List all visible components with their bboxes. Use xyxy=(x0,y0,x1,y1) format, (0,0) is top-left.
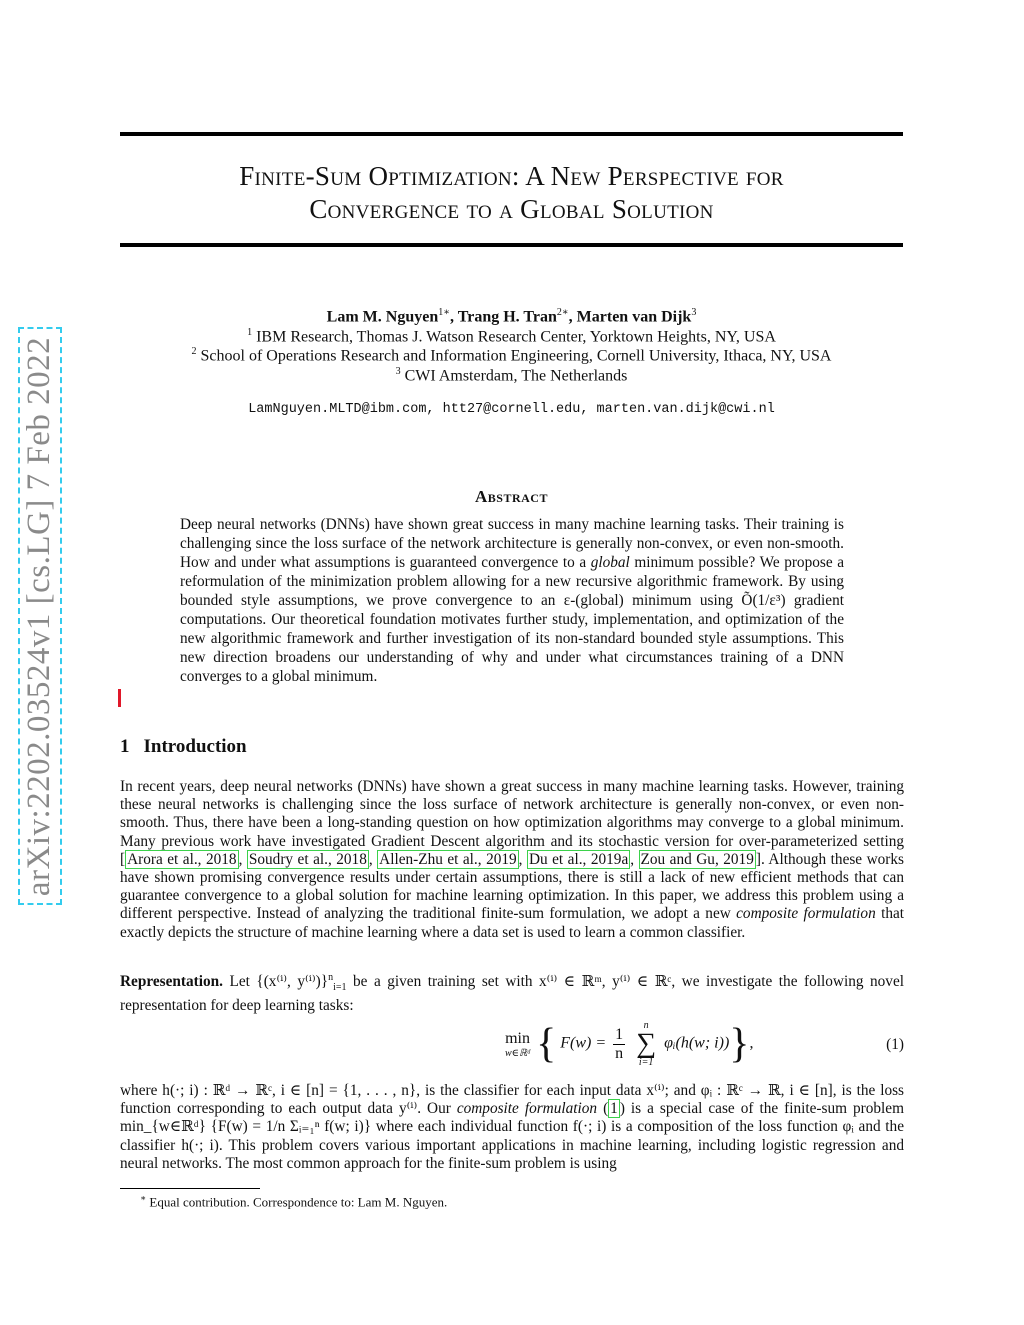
title-line-1: Finite-Sum Optimization: A New Perspective for xyxy=(239,161,784,191)
abstract-text: Deep neural networks (DNNs) have shown great success in many machine learning tasks. Their training is challenging since the loss surface of the network architecture is generally non-convex, or even non-smooth. How and under what assumptions is guaranteed convergence to a global minimum possible? We propose a reformulation of the minimization problem allowing for a new recursive algorithmic framework. By using bounded style assumptions, we prove convergence to an ε-(global) minimum using Õ(1/ε³) gradient computations. Our theoretical foundation motivates further study, implementation, and optimization of the new algorithmic framework and further investigation of its non-standard bounded style assumptions. This new direction broadens our understanding of why and under what circumstances training of a DNN converges to a global minimum. xyxy=(180,516,844,685)
author-name: Marten van Dijk xyxy=(576,308,692,326)
title-rule-top xyxy=(120,132,903,136)
paper-title xyxy=(120,160,903,226)
affiliation: $^2$ School of Operations Research and Information Engineering, Cornell University, Ithaca, NY, USA xyxy=(191,346,832,365)
intro-paragraph: In recent years, deep neural networks (DNNs) have shown a great success in many machine learning tasks. However, training these neural networks is challenging since the loss surface of network architecture is generally non-convex, or even non-smooth. Thus, there have been a long-standing question on how optimization algorithms may converge to a global minimum. Many previous work have investigated Gradient Descent algorithm and its stochastic version for over-parameterized setting [ Arora et al., 2018 , Soudry et al., 2018 , Allen-Zhu et al., 2019 , Du et al., 2019a , Zou and Gu, 2019 ]. Although these works have shown promising convergence results under certain assumptions, there is still a lack of new efficient methods that can guarantee convergence to a global solution for machine learning optimization. In this paper, we address this problem using a different perspective. Instead of analyzing the traditional finite-sum formulation, we adopt a new composite formulation that exactly depicts the structure of machine learning where a data set is used to learn a common classifier. xyxy=(120,778,905,941)
representation-paragraph: Representation. Let {(x⁽ⁱ⁾, y⁽ⁱ⁾)}$^n_{i=1}$ be a given training set with x⁽ⁱ⁾ ∈ ℝᵐ, y⁽ⁱ⁾ ∈ ℝᶜ, we investigate the following novel representation for deep learning tasks: xyxy=(120,972,904,1015)
title-line-2: Convergence to a Global Solution xyxy=(309,194,714,224)
citation-link[interactable]: Soudry et al., 2018 xyxy=(248,850,367,868)
citation-link[interactable]: Zou and Gu, 2019 xyxy=(640,850,754,868)
footnote-rule xyxy=(120,1188,260,1189)
author-name: Lam M. Nguyen xyxy=(326,308,439,326)
author-emails[interactable]: LamNguyen.MLTD@ibm.com, htt27@cornell.edu, marten.van.dijk@cwi.nl xyxy=(248,402,775,417)
margin-mark xyxy=(118,689,121,707)
arxiv-stamp[interactable] xyxy=(18,327,62,905)
composite-paragraph: where h(·; i) : ℝᵈ → ℝᶜ, i ∈ [n] = {1, . . . , n}, is the classifier for each input data x⁽ⁱ⁾; and φᵢ : ℝᶜ → ℝ, i ∈ [n], is the loss function corresponding to each output data y⁽ⁱ⁾. Our composite formulation ( 1 ) is a special case of the finite-sum problem min_{w∈ℝᵈ} {F(w) = 1/n Σᵢ₌₁ⁿ f(w; i)} where each individual function f(·; i) is a composition of the loss function φᵢ and the classifier h(·; i). This problem covers various important applications in machine learning, including logistic regression and neural networks. The most common approach for the finite-sum problem is using xyxy=(120,1082,904,1172)
affiliation: $^1$ IBM Research, Thomas J. Watson Research Center, Yorktown Heights, NY, USA xyxy=(247,327,776,346)
equation-1 xyxy=(120,1016,904,1072)
equation-ref-link[interactable]: 1 xyxy=(610,1100,618,1118)
paragraph-label: Representation. xyxy=(120,973,223,991)
citation-link[interactable]: Allen-Zhu et al., 2019 xyxy=(379,850,517,868)
citation-link[interactable]: Arora et al., 2018 xyxy=(127,850,237,868)
title-rule-bottom xyxy=(120,243,903,247)
section-heading: 1 Introduction xyxy=(120,736,247,757)
equation-number: (1) xyxy=(886,1036,904,1053)
author-name: Trang H. Tran xyxy=(457,308,557,326)
equation-body: min w∈ℝᵈ { F(w) = $\frac{1}{n}$ n ∑ i=1 φᵢ(h(w; i))}, xyxy=(505,1020,754,1068)
abstract-heading: Abstract xyxy=(475,487,548,506)
footnote: ∗ Equal contribution. Correspondence to: Lam M. Nguyen. xyxy=(140,1193,448,1210)
affiliation: $^3$ CWI Amsterdam, The Netherlands xyxy=(395,366,628,385)
author-list: Lam M. Nguyen$^{1∗}$, Trang H. Tran$^{2∗}$, Marten van Dijk$^3$ xyxy=(326,307,697,326)
arxiv-stamp-text: arXiv:2202.03524v1 [cs.LG] 7 Feb 2022 xyxy=(21,336,58,896)
citation-link[interactable]: Du et al., 2019a xyxy=(528,850,629,868)
